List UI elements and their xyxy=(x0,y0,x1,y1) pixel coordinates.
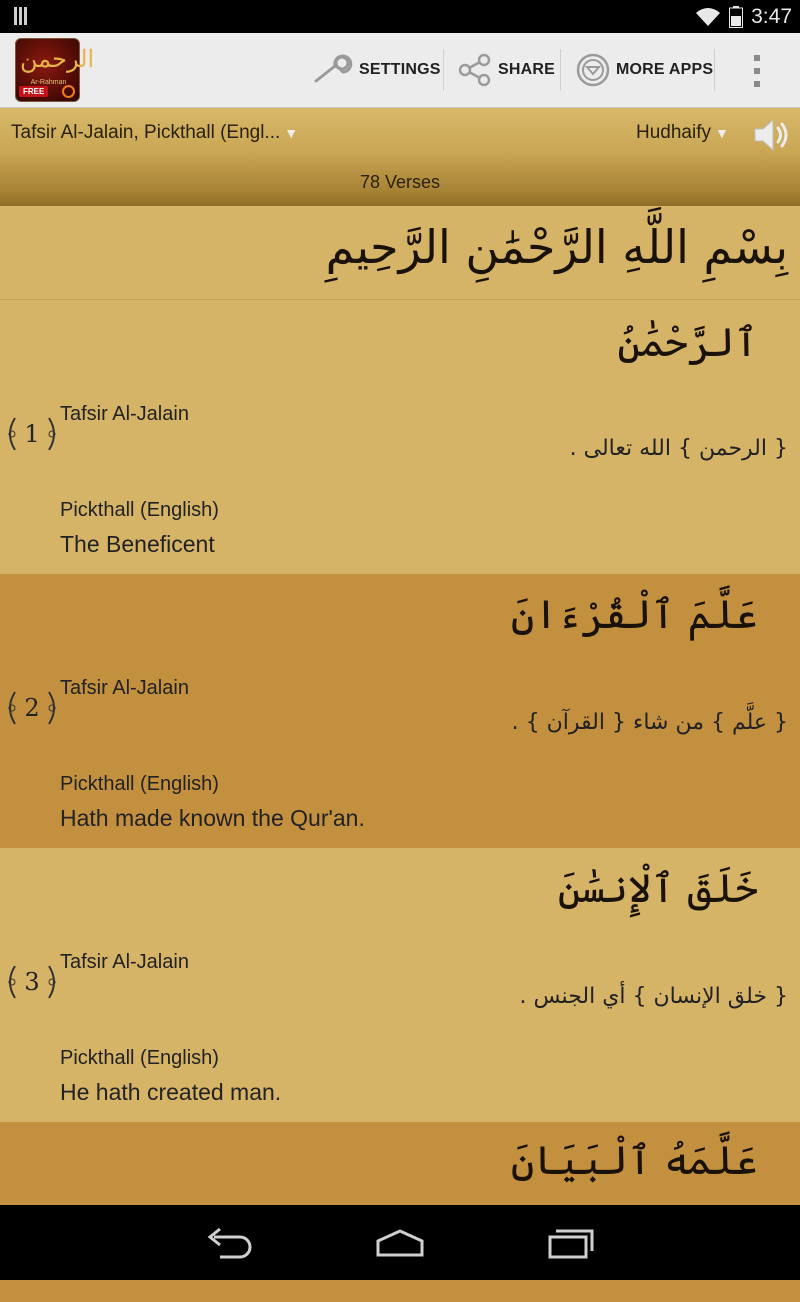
dropdown-arrow-icon: ▼ xyxy=(284,125,299,141)
action-bar xyxy=(0,33,800,108)
share-label: SHARE xyxy=(498,61,556,78)
share-button[interactable] xyxy=(458,33,555,107)
back-icon[interactable] xyxy=(200,1225,260,1261)
bismillah-row xyxy=(0,206,800,300)
verse-row[interactable] xyxy=(0,848,800,1122)
divider xyxy=(714,49,715,91)
verse-arabic: عَلَّمَهُ ٱلْبَيَانَ xyxy=(510,1138,758,1184)
verse-arabic: ٱلرَّحْمَٰنُ xyxy=(617,320,758,366)
download-icon xyxy=(576,53,610,87)
tafsir-text: { خلق الإنسان } أي الجنس . xyxy=(519,984,788,1009)
translation-text: Hath made known the Qur'an. xyxy=(60,805,365,831)
app-icon[interactable] xyxy=(15,38,95,102)
wrench-icon xyxy=(313,54,353,86)
verse-number: 3 xyxy=(24,968,40,996)
speaker-icon[interactable] xyxy=(752,116,792,154)
tafsir-label: Tafsir Al-Jalain xyxy=(60,403,189,425)
recent-apps-icon[interactable] xyxy=(540,1225,600,1261)
app-icon-calligraphy: الرحمن xyxy=(20,45,95,73)
reciter-label: Hudhaify xyxy=(636,122,711,143)
verse-number-ornament xyxy=(5,962,59,1002)
translation-label: Pickthall (English) xyxy=(60,1047,219,1069)
dropdown-arrow-icon: ▼ xyxy=(715,125,729,141)
more-apps-button[interactable] xyxy=(576,33,713,107)
free-badge: FREE xyxy=(19,86,48,97)
tafsir-label: Tafsir Al-Jalain xyxy=(60,677,189,699)
tafsir-label: Tafsir Al-Jalain xyxy=(60,951,189,973)
notification-icon xyxy=(14,7,32,25)
home-icon[interactable] xyxy=(370,1225,430,1261)
verse-arabic: خَلَقَ ٱلْإِنسَٰنَ xyxy=(557,866,758,912)
clock: 3:47 xyxy=(751,5,792,28)
tafsir-selector[interactable] xyxy=(11,122,298,144)
more-apps-label: MORE APPS xyxy=(616,61,714,78)
tafsir-text: { علَّم } من شاء { القرآن } . xyxy=(511,710,788,735)
ring-icon xyxy=(62,85,75,98)
tafsir-text: { الرحمن } الله تعالى . xyxy=(569,436,788,461)
verse-list[interactable] xyxy=(0,206,800,1205)
translation-text: The Beneficent xyxy=(60,531,215,557)
battery-icon xyxy=(729,6,743,28)
share-icon xyxy=(458,53,492,87)
verse-number-ornament xyxy=(5,414,59,454)
divider xyxy=(560,49,561,91)
translation-text: He hath created man. xyxy=(60,1079,282,1105)
bismillah-text: بِسْمِ اللَّهِ الرَّحْمَٰنِ الرَّحِيمِ xyxy=(325,220,788,274)
verse-count: 78 Verses xyxy=(359,172,441,192)
verse-row[interactable] xyxy=(0,300,800,574)
overflow-menu-icon[interactable] xyxy=(751,55,763,87)
tafsir-selector-label: Tafsir Al-Jalain, Pickthall (Engl... xyxy=(11,122,281,143)
divider xyxy=(443,49,444,91)
verse-row[interactable] xyxy=(0,574,800,848)
verse-arabic: عَلَّمَ ٱلْقُرْءَانَ xyxy=(510,592,758,638)
app-icon-subtitle: Ar-Rahman xyxy=(30,79,67,86)
navigation-bar xyxy=(0,1205,800,1280)
settings-label: SETTINGS xyxy=(359,61,441,78)
reciter-selector[interactable] xyxy=(636,122,729,144)
settings-button[interactable] xyxy=(313,33,441,107)
verse-number-ornament xyxy=(5,688,59,728)
translation-label: Pickthall (English) xyxy=(60,499,219,521)
verse-number: 1 xyxy=(24,420,40,448)
verse-number: 2 xyxy=(24,694,40,722)
translation-label: Pickthall (English) xyxy=(60,773,219,795)
status-bar xyxy=(0,0,800,33)
wifi-icon xyxy=(695,7,721,27)
